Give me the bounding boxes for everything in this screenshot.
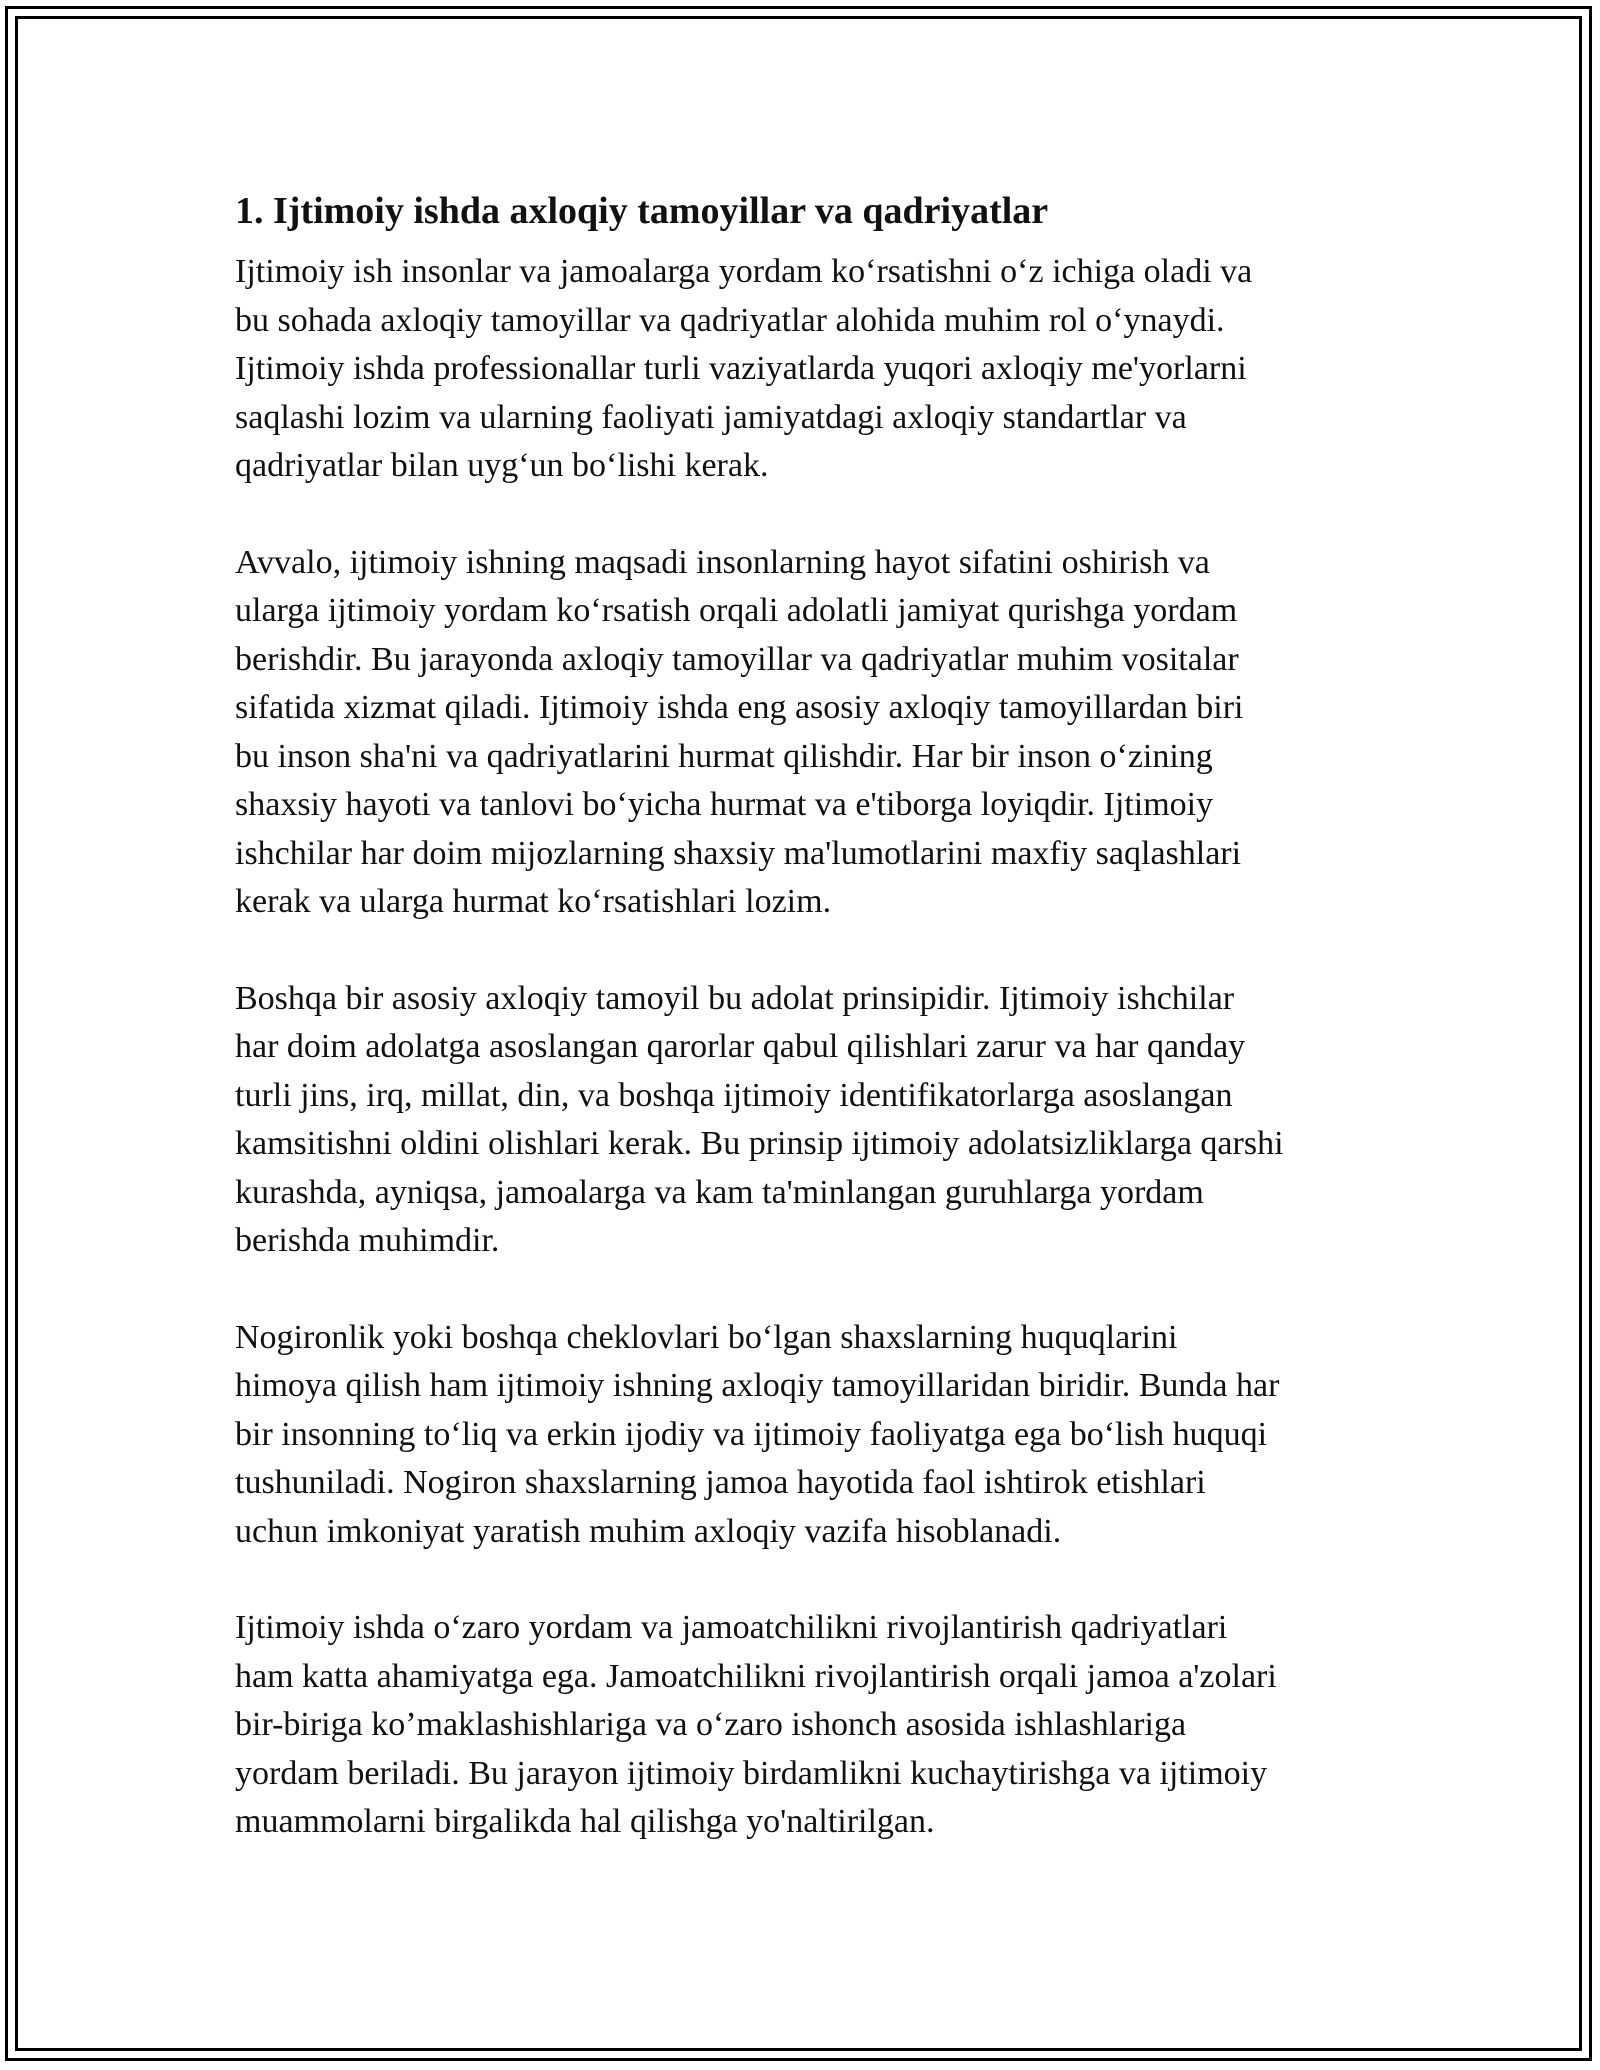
text-line: Ijtimoiy ishda o‘zaro yordam va jamoatchilikni rivojlantirish qadriyatlari xyxy=(235,1609,1228,1646)
text-line: turli jins, irq, millat, din, va boshqa ijtimoiy identifikatorlarga asoslangan xyxy=(235,1076,1233,1114)
text-line: himoya qilish ham ijtimoiy ishning axloqiy tamoyillaridan biridir. Bunda har xyxy=(235,1367,1280,1404)
text-line: ishchilar har doim mijozlarning shaxsiy ma'lumotlarini maxfiy saqlashlari xyxy=(235,834,1242,872)
text-line: kamsitishni oldini olishlari kerak. Bu prinsip ijtimoiy adolatsizliklarga qarshi xyxy=(235,1125,1284,1162)
text-line: Nogironlik yoki boshqa cheklovlari bo‘lgan shaxslarning huquqlarini xyxy=(235,1318,1178,1356)
text-line: bir-biriga ko’maklashishlariga va o‘zaro ishonch asosida ishlashlariga xyxy=(235,1706,1187,1743)
text-line: berishda muhimdir. xyxy=(235,1222,500,1259)
text-line: har doim adolatga asoslangan qarorlar qabul qilishlari zarur va har qanday xyxy=(235,1028,1246,1065)
section-heading: 1. Ijtimoiy ishda axloqiy tamoyillar va qadriyatlar xyxy=(235,190,1049,232)
text-line: kurashda, ayniqsa, jamoalarga va kam ta'minlangan guruhlarga yordam xyxy=(235,1173,1204,1211)
text-line: ham katta ahamiyatga ega. Jamoatchilikni rivojlantirish orqali jamoa a'zolari xyxy=(235,1657,1277,1695)
text-line: Boshqa bir asosiy axloqiy tamoyil bu adolat prinsipidir. Ijtimoiy ishchilar xyxy=(235,979,1235,1017)
text-line: sifatida xizmat qiladi. Ijtimoiy ishda eng asosiy axloqiy tamoyillardan biri xyxy=(235,689,1244,726)
paragraph-3 xyxy=(235,975,1385,1266)
text-line: muammolarni birgalikda hal qilishga yo'naltirilgan. xyxy=(235,1803,935,1840)
paragraph-4 xyxy=(235,1314,1385,1557)
paragraph-2 xyxy=(235,539,1385,927)
text-line: kerak va ularga hurmat ko‘rsatishlari lozim. xyxy=(235,883,832,920)
text-line: saqlashi lozim va ularning faoliyati jamiyatdagi axloqiy standartlar va xyxy=(235,398,1187,436)
text-line: tushuniladi. Nogiron shaxslarning jamoa hayotida faol ishtirok etishlari xyxy=(235,1464,1206,1501)
text-line: yordam beriladi. Bu jarayon ijtimoiy birdamlikni kuchaytirishga va ijtimoiy xyxy=(235,1754,1268,1792)
paragraph-1 xyxy=(235,248,1385,491)
text-line: Ijtimoiy ish insonlar va jamoalarga yordam ko‘rsatishni o‘z ichiga oladi va xyxy=(235,253,1253,290)
document-body xyxy=(235,186,1385,1895)
text-line: bir insonning to‘liq va erkin ijodiy va ijtimoiy faoliyatga ega bo‘lish huquqi xyxy=(235,1415,1268,1453)
text-line: ularga ijtimoiy yordam ko‘rsatish orqali adolatli jamiyat qurishga yordam xyxy=(235,592,1238,629)
text-line: bu inson sha'ni va qadriyatlarini hurmat qilishdir. Har bir inson o‘zining xyxy=(235,737,1213,775)
text-line: uchun imkoniyat yaratish muhim axloqiy vazifa hisoblanadi. xyxy=(235,1512,1062,1550)
text-line: Avvalo, ijtimoiy ishning maqsadi insonlarning hayot sifatini oshirish va xyxy=(235,543,1210,581)
text-line: berishdir. Bu jarayonda axloqiy tamoyillar va qadriyatlar muhim vositalar xyxy=(235,640,1239,678)
text-line: qadriyatlar bilan uyg‘un bo‘lishi kerak. xyxy=(235,447,769,484)
text-line: bu sohada axloqiy tamoyillar va qadriyatlar alohida muhim rol o‘ynaydi. xyxy=(235,301,1225,339)
text-line: shaxsiy hayoti va tanlovi bo‘yicha hurmat va e'tiborga loyiqdir. Ijtimoiy xyxy=(235,786,1214,823)
paragraph-5 xyxy=(235,1604,1385,1847)
text-line: Ijtimoiy ishda professionallar turli vaziyatlarda yuqori axloqiy me'yorlarni xyxy=(235,350,1247,387)
